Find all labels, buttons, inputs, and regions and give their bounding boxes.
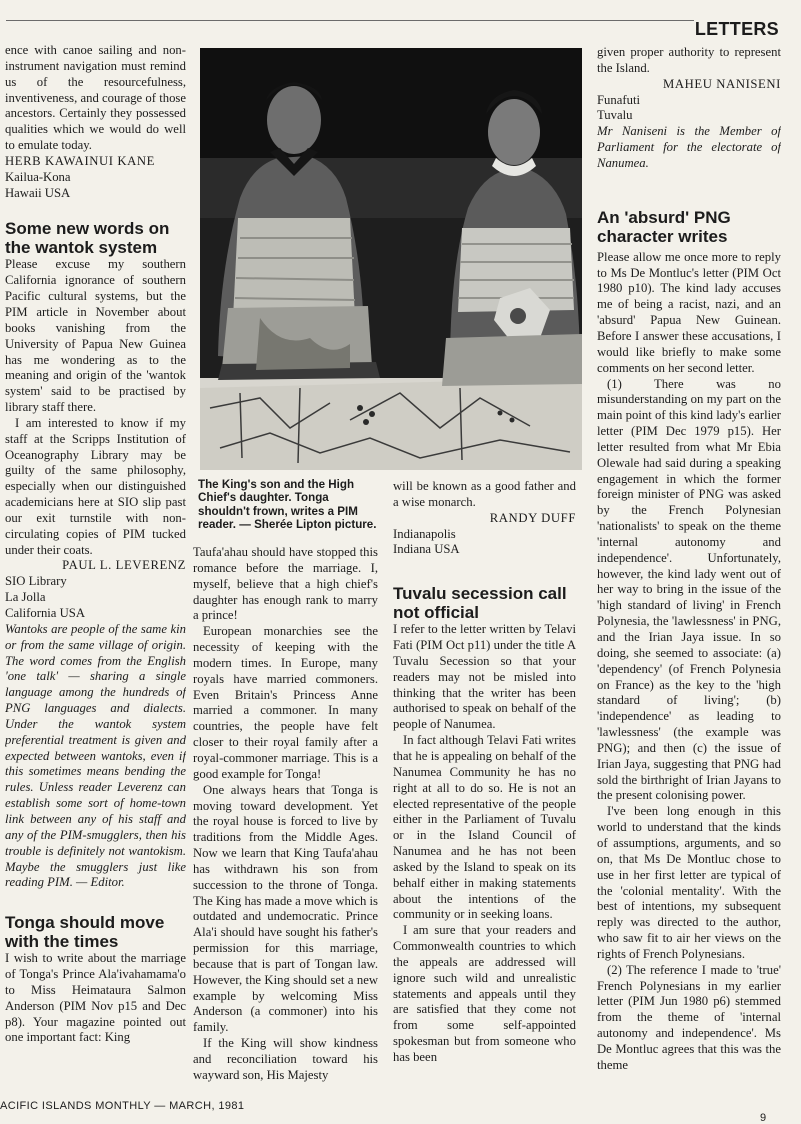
column-3 (393, 479, 576, 1095)
tuvalu-paragraph: I am sure that your readers and Commonwealth countries to which the appeals are addressed will ignore such wild and unrealistic statements and appeals until they are satisfied that they come not from some self-appointed spokesman but from someone who has been (393, 923, 576, 1064)
wantok-paragraph: I am interested to know if my staff at the Scripps Institution of Oceanography Library may be guilty of the same philosophy, especially when our distinguished academicians here at SIO slip past our exit turnstile with non-circulating copies of PIM tucked under their coats. (5, 415, 186, 557)
kane-address-line: Hawaii USA (5, 185, 71, 200)
tonga-paragraph: One always hears that Tonga is moving toward development. Yet the royal house is forced to live by traditions from the Middle Ages. Now we learn that King Taufa'ahau has withdrawn his son from succession to the throne of Tonga. The King has made a move which is outdated and undemocratic. Prince Ala'i should have sought his father's permission for this marriage, because that is part of Tongan law. However, the King should set a new example by welcoming Miss Anderson (a commoner) into his family. (193, 782, 378, 1035)
duff-address-line: Indiana USA (393, 542, 460, 557)
editor-note-wantok: Wantoks are people of the same kin or from the same village of origin. The word comes from the English 'one talk' — sharing a single language among the hundreds of PNG languages and dialects. Under the wantok system preferential treatment is given and expected between wantoks, even if this sometimes means bending the rules. Unless reader Leverenz can establish some sort of home-town link between any of his staff and any of the PIM-smugglers, then his trouble is definitely not wantokism. Maybe the smugglers just like reading PIM. — Editor. (5, 621, 186, 890)
kane-address-line: Kailua-Kona (5, 169, 71, 184)
wantok-headline: Some new words on the wantok system (5, 219, 170, 258)
column-4 (597, 45, 781, 1095)
tonga-paragraph: I wish to write about the marriage of Tonga's Prince Ala'ivahamama'o to Miss Heimataura Salmon Anderson (PIM Nov p15 and Dec p8). Your magazine pointed out one important fact: King (5, 951, 186, 1045)
tuvalu-letter-end: given proper authority to represent the Island. (597, 45, 781, 75)
png-paragraph: Please allow me once more to reply to Ms De Montluc's letter (PIM Oct 1980 p10). The kind lady accuses me of being a racist, nazi, and an 'absurd' Papua New Guinean. Before I answer these accusations, I would like briefly to make some comments on her second letter. (597, 249, 781, 375)
tonga-letter-end: will be known as a good father and a wise monarch. (393, 479, 576, 509)
kane-letter-end: ence with canoe sailing and non-instrument navigation must remind us of the resourcefulness, inventiveness, and courage of those ancestors. Certainly they possessed qualities which we would do well to emulate today. (5, 43, 186, 153)
photo-illustration (200, 48, 582, 470)
column-1 (5, 43, 186, 1095)
png-paragraph: I've been long enough in this world to understand that the kinds of assumptions, arguments, and so on, that Ms De Montluc chose to use in her first letter are typical of the 'colonial mentality'. With the best of intentions, my subsequent reply was directed to the author, who saw fit to air her views on the rights of French Polynesians. (597, 804, 781, 961)
tonga-headline: Tonga should move with the times (5, 913, 165, 952)
png-headline: An 'absurd' PNG character writes (597, 207, 731, 246)
editor-note-naniseni: Mr Naniseni is the Member of Parliament for the electorate of Nanumea. (597, 124, 781, 170)
column-2 (193, 545, 378, 1095)
leverenz-address-line: La Jolla (5, 590, 46, 605)
tonga-paragraph: Taufa'ahau should have stopped this romance before the marriage. I, myself, believe that a high chief's daughter has enough rank to marry a prince! (193, 545, 378, 623)
png-paragraph: (1) There was no misunderstanding on my part on the main point of this kind lady's earlier letter (PIM Dec 1979 p15). Her letter resulted from what Mr Ebia Olewale had said during a speaking engagement in which the former foreign minister of PNG was asked by the French Polynesian 'nationalists' to speak on the theme 'internal autonomy and independence'. Unfortunately, however, the kind lady went out of her way to bring in the issue of the 'high standard of living' in French Polynesia, the 'lawlessness' in PNG, and the Irian Jaya issue. In so doing, she seemed to associate: (a) 'dependency' (of French Polynesia on France) as the key to the 'high standard of living'; (b) 'independence' as leading to 'lawlessness' (the example was PNG); and then (c) the issue of Irian Jaya, suggesting that PNG had sold the birthright of Irian Jayans to the present colonising power. (597, 376, 781, 803)
leverenz-address-line: SIO Library (5, 574, 67, 589)
tuvalu-paragraph: I refer to the letter written by Telavi Fati (PIM Oct p11) under the title A Tuvalu Secession so that your readers may not be misled into thinking that the writer has been authorised to speak on behalf of the people of Nanumea. (393, 622, 576, 732)
naniseni-address-line: Funafuti (597, 92, 640, 107)
page-footer: ACIFIC ISLANDS MONTHLY — MARCH, 1981 (0, 1100, 245, 1112)
leverenz-signature: PAUL L. LEVERENZ (62, 558, 186, 573)
kane-signature: HERB KAWAINUI KANE (5, 153, 156, 168)
royal-couple-photo (200, 48, 582, 470)
photo-caption: The King's son and the High Chief's daughter. Tonga shouldn't frown, writes a PIM reader. — Sherée Lipton picture. (198, 478, 377, 532)
tonga-paragraph: If the King will show kindness and reconciliation toward his wayward son, His Majesty (193, 1036, 378, 1082)
page-number: 9 (760, 1112, 767, 1124)
tuvalu-headline: Tuvalu secession call not official (393, 584, 567, 623)
duff-address-line: Indianapolis (393, 526, 456, 541)
wantok-paragraph: Please excuse my southern California ignorance of southern Pacific cultural systems, but the PIM article in November about books vanishing from the University of Papua New Guinea has me wondering as to the meaning and origin of the 'wantok system' said to be practised by library staff there. (5, 257, 186, 415)
duff-signature: RANDY DUFF (489, 510, 576, 525)
naniseni-signature: MAHEU NANISENI (663, 76, 781, 91)
naniseni-address-line: Tuvalu (597, 108, 633, 123)
tuvalu-paragraph: In fact although Telavi Fati writes that he is appealing on behalf of the Nanumea Community he has no right at all to do so. He is not an elected representative of the people either in the Parliament of Tuvalu or in the Island Council of Nanumea and he has not been asked by the Island to speak on its behalf either in making statements about the intentions of the community or in seeking loans. (393, 733, 576, 922)
section-label: LETTERS (694, 19, 779, 39)
png-paragraph: (2) The reference I made to 'true' French Polynesians in my earlier letter (PIM Jun 1980 p6) stemmed from the theme of 'internal autonomy and independence'. Ms De Montluc agrees that this was the theme (597, 962, 781, 1072)
leverenz-address-line: California USA (5, 606, 85, 620)
header-rule (6, 20, 694, 21)
tonga-paragraph: European monarchies see the necessity of keeping with the modern times. In Europe, many royals have married commoners. Even Britain's Princess Anne married a commoner. In many countries, the people have felt closer to their royal family after a royal-commoner marriage. This is a good example for Tonga! (193, 624, 378, 781)
